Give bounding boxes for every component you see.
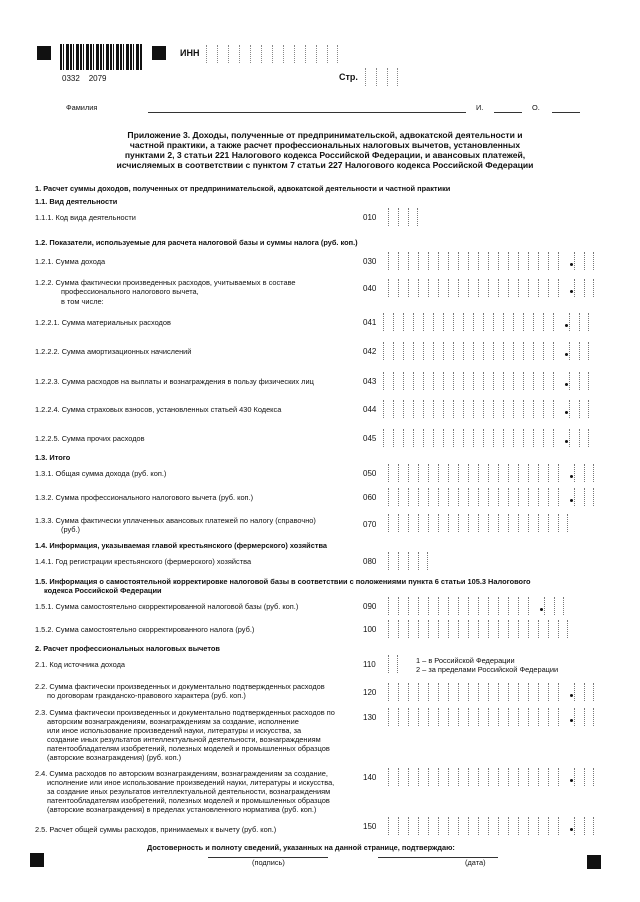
row-140-label-e: (авторские вознаграждения) в пределах установленного норматива (руб. коп.) xyxy=(47,805,317,814)
row-030-code: 030 xyxy=(363,257,377,266)
appendix-title xyxy=(70,130,580,170)
title-line-3: пунктами 2, 3 статьи 221 Налогового кодекса Российской Федерации, и авансовых платежей, xyxy=(124,150,526,160)
row-110-label: 2.1. Код источника дохода xyxy=(35,660,126,669)
row-050-field[interactable] xyxy=(388,464,594,482)
row-050-code: 050 xyxy=(363,469,377,478)
row-150-field[interactable] xyxy=(388,817,594,835)
row-040-code: 040 xyxy=(363,284,377,293)
row-150-code: 150 xyxy=(363,822,377,831)
row-090-label: 1.5.1. Сумма самостоятельно скорректированной налоговой базы (руб. коп.) xyxy=(35,602,299,611)
title-line-4: исчисляемых в соответствии с пунктом 7 статьи 227 Налогового кодекса Российской Федерации xyxy=(116,160,534,170)
signature-caption: (подпись) xyxy=(252,858,285,867)
row-090-code: 090 xyxy=(363,602,377,611)
row-120-label-a: 2.2. Сумма фактически произведенных и документально подтвержденных расходов xyxy=(35,682,325,691)
row-130-field[interactable] xyxy=(388,708,594,726)
row-060-code: 060 xyxy=(363,493,377,502)
row-110-code: 110 xyxy=(363,660,376,669)
surname-label: Фамилия xyxy=(66,103,98,112)
page-number-field[interactable] xyxy=(365,68,398,86)
row-041-code: 041 xyxy=(363,318,377,327)
title-line-1: Приложение 3. Доходы, полученные от предпринимательской, адвокатской деятельности и xyxy=(127,130,523,140)
surname-field[interactable] xyxy=(148,112,466,113)
row-100-code: 100 xyxy=(363,625,377,634)
corner-marker-bottom-right xyxy=(587,855,601,869)
row-045-field[interactable] xyxy=(383,429,589,447)
row-120-code: 120 xyxy=(363,688,377,697)
initial-i-field[interactable] xyxy=(494,112,522,113)
row-042-label: 1.2.2.2. Сумма амортизационных начислений xyxy=(35,347,192,356)
row-040-label-a: 1.2.2. Сумма фактически произведенных расходов, учитываемых в составе xyxy=(35,278,296,287)
row-140-label-b: исполнение или иное использование произведений науки, литературы и искусства, xyxy=(47,778,335,787)
row-070-label-b: (руб.) xyxy=(61,525,81,534)
row-045-label: 1.2.2.5. Сумма прочих расходов xyxy=(35,434,145,443)
title-line-2: частной практики, а также расчет профессиональных налоговых вычетов, установленных xyxy=(129,140,521,150)
row-043-field[interactable] xyxy=(383,372,589,390)
section-1-5-heading-a: 1.5. Информация о самостоятельной корректировке налоговой базы в соответствии с положениями пункта 6 статьи 105.3 Налогового xyxy=(35,577,531,586)
row-130-label-c: или иное использование произведений науки, литературы и искусства, за xyxy=(47,726,302,735)
row-043-label: 1.2.2.3. Сумма расходов на выплаты и вознаграждения в пользу физических лиц xyxy=(35,377,314,386)
section-1-2-heading: 1.2. Показатели, используемые для расчета налоговой базы и суммы налога (руб. коп.) xyxy=(35,238,358,247)
row-140-field[interactable] xyxy=(388,768,594,786)
row-130-label-f: (авторские вознаграждения) (руб. коп.) xyxy=(47,753,182,762)
initial-i-label: И. xyxy=(476,103,484,112)
row-040-field[interactable] xyxy=(388,279,594,297)
row-040-label-b: профессионального налогового вычета, xyxy=(61,287,199,296)
row-010-code: 010 xyxy=(363,213,377,222)
row-041-field[interactable] xyxy=(383,313,589,331)
row-140-label-c: за создание иных результатов интеллектуальной деятельности, вознаграждениям xyxy=(47,787,331,796)
section-2-heading: 2. Расчет профессиональных налоговых вычетов xyxy=(35,644,220,653)
row-130-label-a: 2.3. Сумма фактически произведенных и документально подтвержденных расходов по xyxy=(35,708,335,717)
row-140-label-a: 2.4. Сумма расходов по авторским вознаграждениям, вознаграждениям за создание, xyxy=(35,769,328,778)
row-110-field[interactable] xyxy=(388,655,398,673)
row-110-option-1: 1 – в Российской Федерации xyxy=(416,656,515,665)
confirmation-text: Достоверность и полноту сведений, указанных на данной странице, подтверждаю: xyxy=(147,843,455,852)
row-070-field[interactable] xyxy=(388,514,568,532)
row-070-code: 070 xyxy=(363,520,377,529)
row-045-code: 045 xyxy=(363,434,377,443)
row-070-label-a: 1.3.3. Сумма фактически уплаченных авансовых платежей по налогу (справочно) xyxy=(35,516,316,525)
section-1-1-heading: 1.1. Вид деятельности xyxy=(35,197,118,206)
inn-field[interactable] xyxy=(206,45,338,63)
page-label: Стр. xyxy=(339,72,358,82)
row-110-option-2: 2 – за пределами Российской Федерации xyxy=(416,665,559,674)
row-040-label-c: в том числе: xyxy=(61,297,104,306)
row-140-label-d: патентообладателям изобретений, полезных моделей и промышленных образцов xyxy=(47,796,330,805)
row-130-label-e: патентообладателям изобретений, полезных моделей и промышленных образцов xyxy=(47,744,330,753)
section-1-3-heading: 1.3. Итого xyxy=(35,453,71,462)
row-090-field[interactable] xyxy=(388,597,564,615)
row-080-field[interactable] xyxy=(388,552,428,570)
row-100-field[interactable] xyxy=(388,620,568,638)
row-044-field[interactable] xyxy=(383,400,589,418)
row-030-label: 1.2.1. Сумма дохода xyxy=(35,257,106,266)
row-120-label-b: по договорам гражданско-правового характера (руб. коп.) xyxy=(47,691,246,700)
row-080-code: 080 xyxy=(363,557,377,566)
initial-o-label: О. xyxy=(532,103,540,112)
date-caption: (дата) xyxy=(465,858,486,867)
row-030-field[interactable] xyxy=(388,252,594,270)
row-042-code: 042 xyxy=(363,347,377,356)
row-130-label-b: авторским вознаграждениям, вознаграждениям за создание, исполнение xyxy=(47,717,299,726)
corner-marker-bottom-left xyxy=(30,853,44,867)
row-041-label: 1.2.2.1. Сумма материальных расходов xyxy=(35,318,171,327)
row-044-label: 1.2.2.4. Сумма страховых взносов, установленных статьей 430 Кодекса xyxy=(35,405,282,414)
corner-marker-top-mid xyxy=(152,46,166,60)
section-1-heading: 1. Расчет суммы доходов, полученных от предпринимательской, адвокатской деятельности и частной практики xyxy=(35,184,451,193)
row-120-field[interactable] xyxy=(388,683,594,701)
row-060-field[interactable] xyxy=(388,488,594,506)
row-130-label-d: создание иных результатов интеллектуальной деятельности, вознаграждениям xyxy=(47,735,321,744)
row-044-code: 044 xyxy=(363,405,377,414)
row-080-label: 1.4.1. Год регистрации крестьянского (фермерского) хозяйства xyxy=(35,557,252,566)
row-042-field[interactable] xyxy=(383,342,589,360)
inn-label: ИНН xyxy=(180,48,200,58)
row-130-code: 130 xyxy=(363,713,377,722)
row-060-label: 1.3.2. Сумма профессионального налогового вычета (руб. коп.) xyxy=(35,493,254,502)
row-100-label: 1.5.2. Сумма самостоятельно скорректированного налога (руб.) xyxy=(35,625,255,634)
row-043-code: 043 xyxy=(363,377,377,386)
section-1-5-heading-b: кодекса Российской Федерации xyxy=(44,586,162,595)
row-010-label: 1.1.1. Код вида деятельности xyxy=(35,213,136,222)
corner-marker-top-left xyxy=(37,46,51,60)
initial-o-field[interactable] xyxy=(552,112,580,113)
row-150-label: 2.5. Расчет общей суммы расходов, принимаемых к вычету (руб. коп.) xyxy=(35,825,277,834)
row-140-code: 140 xyxy=(363,773,377,782)
row-010-field[interactable] xyxy=(388,208,418,226)
barcode-number: 0332 2079 xyxy=(62,74,107,83)
barcode xyxy=(60,44,142,70)
section-1-4-heading: 1.4. Информация, указываемая главой крестьянского (фермерского) хозяйства xyxy=(35,541,328,550)
row-050-label: 1.3.1. Общая сумма дохода (руб. коп.) xyxy=(35,469,167,478)
